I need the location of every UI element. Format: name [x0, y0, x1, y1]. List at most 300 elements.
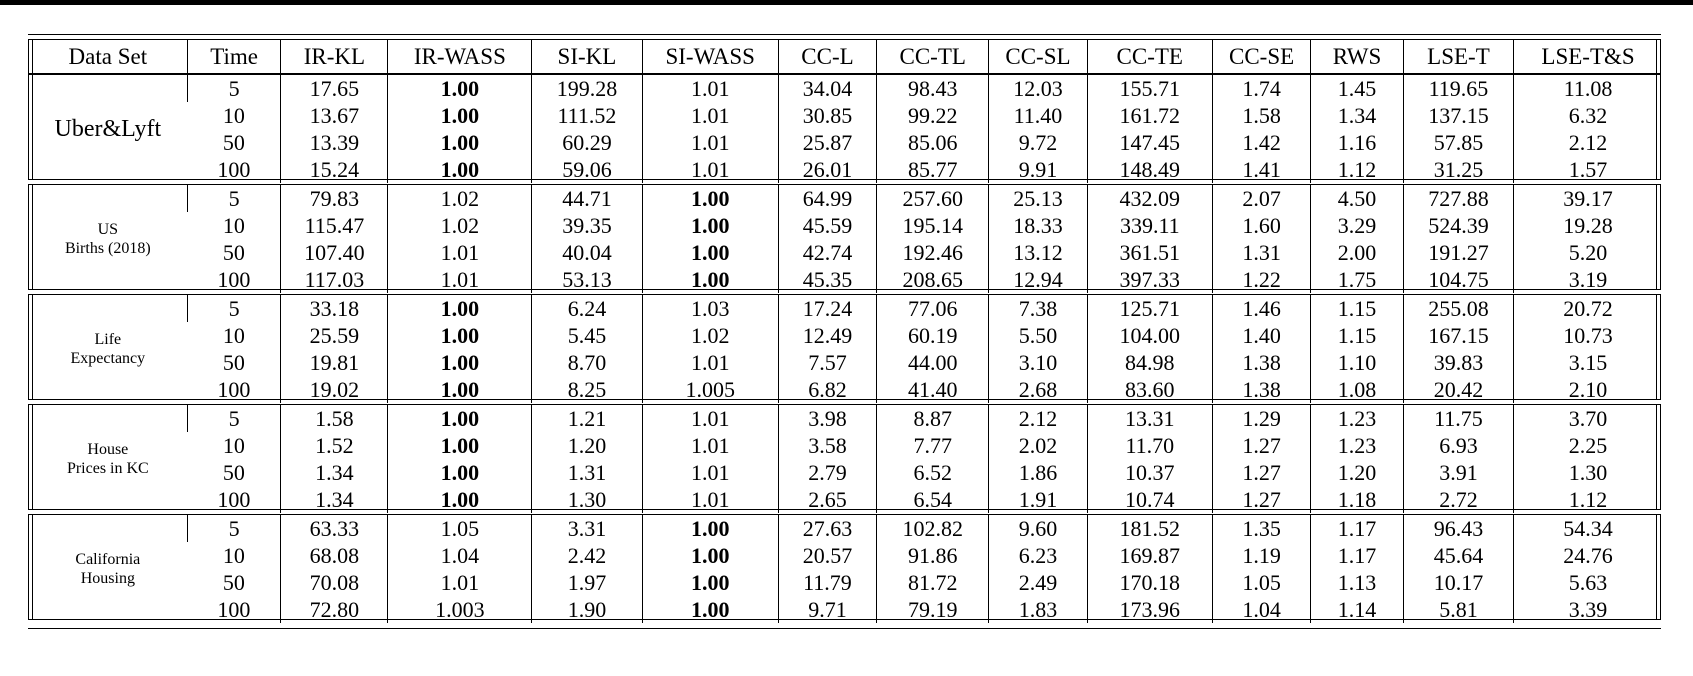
value-cell-si-wass: 1.005	[642, 376, 778, 403]
table-row	[29, 349, 1662, 376]
value-cell-cc-sl: 7.38	[989, 295, 1087, 322]
value-cell-cc-sl: 11.40	[989, 102, 1087, 129]
value-cell-ir-wass: 1.04	[388, 542, 532, 569]
dataset-name-line: California	[75, 551, 141, 568]
value-cell-cc-l: 45.35	[778, 266, 876, 293]
value-cell-si-kl: 5.45	[532, 322, 642, 349]
value-cell-ir-kl: 1.34	[281, 459, 388, 486]
value-cell-rws: 1.17	[1311, 542, 1404, 569]
value-cell-cc-tl: 99.22	[877, 102, 989, 129]
value-cell-lse-t: 119.65	[1403, 75, 1513, 102]
value-cell-ir-wass: 1.00	[388, 432, 532, 459]
value-cell-ir-wass: 1.00	[388, 102, 532, 129]
value-cell-cc-te: 155.71	[1087, 75, 1212, 102]
dataset-name-line: Housing	[80, 570, 135, 587]
value-cell-si-kl: 1.21	[532, 405, 642, 432]
value-cell-rws: 3.29	[1311, 212, 1404, 239]
value-cell-lse-t-s: 2.25	[1514, 432, 1662, 459]
value-cell-lse-t-s: 11.08	[1514, 75, 1662, 102]
value-cell-si-wass: 1.00	[642, 239, 778, 266]
dataset-name	[29, 185, 187, 293]
table-row	[29, 185, 1662, 212]
value-cell-rws: 4.50	[1311, 185, 1404, 212]
value-cell-cc-l: 20.57	[778, 542, 876, 569]
value-cell-si-kl: 111.52	[532, 102, 642, 129]
value-cell-ir-kl: 1.58	[281, 405, 388, 432]
value-cell-cc-te: 10.74	[1087, 486, 1212, 513]
value-cell-si-wass: 1.01	[642, 459, 778, 486]
value-cell-si-wass: 1.03	[642, 295, 778, 322]
time-cell: 100	[217, 377, 251, 402]
time-cell: 50	[222, 130, 245, 155]
value-cell-si-kl: 1.20	[532, 432, 642, 459]
value-cell-cc-tl: 208.65	[877, 266, 989, 293]
value-cell-cc-l: 6.82	[778, 376, 876, 403]
value-cell-cc-te: 147.45	[1087, 129, 1212, 156]
value-cell-cc-te: 161.72	[1087, 102, 1212, 129]
value-cell-lse-t: 3.91	[1403, 459, 1513, 486]
value-cell-si-wass: 1.01	[642, 129, 778, 156]
value-cell-lse-t-s: 19.28	[1514, 212, 1662, 239]
value-cell-cc-sl: 5.50	[989, 322, 1087, 349]
value-cell-cc-se: 1.58	[1213, 102, 1311, 129]
value-cell-lse-t-s: 39.17	[1514, 185, 1662, 212]
value-cell-ir-kl: 15.24	[281, 156, 388, 183]
column-header-ir-kl: IR-KL	[281, 40, 388, 73]
dataset-group-life-expectancy	[28, 294, 1661, 400]
value-cell-cc-l: 27.63	[778, 515, 876, 542]
value-cell-lse-t-s: 1.30	[1514, 459, 1662, 486]
table-row	[29, 459, 1662, 486]
value-cell-ir-wass: 1.05	[388, 515, 532, 542]
value-cell-lse-t: 5.81	[1403, 596, 1513, 623]
value-cell-cc-se: 1.38	[1213, 349, 1311, 376]
value-cell-rws: 1.23	[1311, 405, 1404, 432]
value-cell-cc-te: 11.70	[1087, 432, 1212, 459]
dataset-name-line: Uber&Lyft	[54, 116, 162, 142]
value-cell-cc-te: 13.31	[1087, 405, 1212, 432]
dataset-name	[29, 515, 187, 623]
value-cell-lse-t: 6.93	[1403, 432, 1513, 459]
value-cell-cc-se: 1.74	[1213, 75, 1311, 102]
value-cell-ir-wass: 1.00	[388, 295, 532, 322]
value-cell-cc-se: 1.38	[1213, 376, 1311, 403]
value-cell-si-wass: 1.01	[642, 405, 778, 432]
value-cell-rws: 1.15	[1311, 295, 1404, 322]
value-cell-si-wass: 1.00	[642, 542, 778, 569]
value-cell-ir-wass: 1.00	[388, 459, 532, 486]
value-cell-cc-te: 397.33	[1087, 266, 1212, 293]
time-cell: 5	[187, 515, 281, 542]
value-cell-cc-sl: 12.03	[989, 75, 1087, 102]
time-cell: 10	[222, 433, 245, 458]
value-cell-ir-wass: 1.00	[388, 376, 532, 403]
time-cell: 10	[222, 543, 245, 568]
value-cell-lse-t: 57.85	[1403, 129, 1513, 156]
value-cell-cc-tl: 8.87	[877, 405, 989, 432]
value-cell-lse-t-s: 24.76	[1514, 542, 1662, 569]
value-cell-cc-l: 45.59	[778, 212, 876, 239]
value-cell-ir-kl: 68.08	[281, 542, 388, 569]
value-cell-cc-se: 1.60	[1213, 212, 1311, 239]
value-cell-si-kl: 3.31	[532, 515, 642, 542]
value-cell-si-kl: 39.35	[532, 212, 642, 239]
time-cell: 100	[217, 157, 251, 182]
value-cell-ir-wass: 1.00	[388, 349, 532, 376]
time-cell: 10	[222, 103, 245, 128]
value-cell-cc-tl: 192.46	[877, 239, 989, 266]
value-cell-ir-kl: 70.08	[281, 569, 388, 596]
value-cell-lse-t: 727.88	[1403, 185, 1513, 212]
time-cell: 50	[222, 240, 245, 265]
value-cell-lse-t: 45.64	[1403, 542, 1513, 569]
value-cell-rws: 1.20	[1311, 459, 1404, 486]
table-row	[29, 239, 1662, 266]
value-cell-si-wass: 1.01	[642, 75, 778, 102]
value-cell-si-wass: 1.00	[642, 185, 778, 212]
value-cell-cc-sl: 9.60	[989, 515, 1087, 542]
value-cell-si-kl: 40.04	[532, 239, 642, 266]
value-cell-lse-t: 11.75	[1403, 405, 1513, 432]
value-cell-cc-l: 26.01	[778, 156, 876, 183]
value-cell-si-kl: 8.70	[532, 349, 642, 376]
value-cell-rws: 1.18	[1311, 486, 1404, 513]
dataset-name	[29, 295, 187, 403]
value-cell-ir-kl: 13.67	[281, 102, 388, 129]
value-cell-rws: 2.00	[1311, 239, 1404, 266]
value-cell-cc-te: 170.18	[1087, 569, 1212, 596]
value-cell-cc-l: 42.74	[778, 239, 876, 266]
header-row	[29, 40, 1662, 73]
value-cell-si-kl: 2.42	[532, 542, 642, 569]
value-cell-cc-te: 173.96	[1087, 596, 1212, 623]
time-cell: 50	[222, 460, 245, 485]
value-cell-cc-l: 25.87	[778, 129, 876, 156]
column-header-time: Time	[187, 40, 281, 73]
value-cell-cc-sl: 25.13	[989, 185, 1087, 212]
value-cell-cc-sl: 12.94	[989, 266, 1087, 293]
value-cell-rws: 1.17	[1311, 515, 1404, 542]
value-cell-cc-sl: 13.12	[989, 239, 1087, 266]
value-cell-ir-wass: 1.00	[388, 129, 532, 156]
value-cell-ir-kl: 13.39	[281, 129, 388, 156]
dataset-name	[29, 75, 187, 183]
value-cell-lse-t-s: 5.20	[1514, 239, 1662, 266]
value-cell-si-wass: 1.01	[642, 102, 778, 129]
value-cell-cc-tl: 7.77	[877, 432, 989, 459]
value-cell-ir-wass: 1.01	[388, 266, 532, 293]
value-cell-lse-t-s: 10.73	[1514, 322, 1662, 349]
column-header-cc-tl: CC-TL	[877, 40, 989, 73]
value-cell-lse-t-s: 2.10	[1514, 376, 1662, 403]
value-cell-ir-kl: 25.59	[281, 322, 388, 349]
value-cell-lse-t: 96.43	[1403, 515, 1513, 542]
value-cell-cc-tl: 98.43	[877, 75, 989, 102]
value-cell-ir-wass: 1.003	[388, 596, 532, 623]
column-header-si-wass: SI-WASS	[642, 40, 778, 73]
value-cell-cc-te: 84.98	[1087, 349, 1212, 376]
value-cell-ir-wass: 1.01	[388, 569, 532, 596]
table-row	[29, 569, 1662, 596]
dataset-name-line: Life	[94, 331, 122, 348]
value-cell-rws: 1.13	[1311, 569, 1404, 596]
value-cell-lse-t: 20.42	[1403, 376, 1513, 403]
value-cell-si-kl: 6.24	[532, 295, 642, 322]
table-row	[29, 129, 1662, 156]
value-cell-rws: 1.14	[1311, 596, 1404, 623]
value-cell-ir-wass: 1.00	[388, 405, 532, 432]
value-cell-ir-wass: 1.00	[388, 75, 532, 102]
dataset-name-line: Births (2018)	[64, 240, 151, 257]
value-cell-lse-t-s: 5.63	[1514, 569, 1662, 596]
value-cell-lse-t-s: 3.39	[1514, 596, 1662, 623]
time-cell: 5	[187, 295, 281, 322]
value-cell-cc-sl: 6.23	[989, 542, 1087, 569]
value-cell-cc-sl: 9.91	[989, 156, 1087, 183]
value-cell-cc-se: 2.07	[1213, 185, 1311, 212]
value-cell-si-kl: 1.90	[532, 596, 642, 623]
dataset-group-california-housing	[28, 514, 1661, 620]
value-cell-cc-sl: 2.49	[989, 569, 1087, 596]
time-cell: 100	[217, 597, 251, 622]
value-cell-cc-tl: 77.06	[877, 295, 989, 322]
value-cell-lse-t-s: 3.70	[1514, 405, 1662, 432]
value-cell-cc-te: 361.51	[1087, 239, 1212, 266]
value-cell-si-wass: 1.00	[642, 266, 778, 293]
value-cell-si-kl: 1.97	[532, 569, 642, 596]
column-header-cc-l: CC-L	[778, 40, 876, 73]
value-cell-si-wass: 1.00	[642, 596, 778, 623]
value-cell-ir-kl: 115.47	[281, 212, 388, 239]
value-cell-si-wass: 1.01	[642, 432, 778, 459]
value-cell-cc-se: 1.29	[1213, 405, 1311, 432]
column-header-lse-t: LSE-T	[1403, 40, 1513, 73]
value-cell-lse-t: 255.08	[1403, 295, 1513, 322]
dataset-group-house-prices-in-kc	[28, 404, 1661, 510]
dataset-name-line: House	[87, 441, 129, 458]
value-cell-rws: 1.34	[1311, 102, 1404, 129]
table-row	[29, 486, 1662, 513]
value-cell-lse-t-s: 1.57	[1514, 156, 1662, 183]
value-cell-cc-se: 1.04	[1213, 596, 1311, 623]
value-cell-cc-se: 1.35	[1213, 515, 1311, 542]
value-cell-cc-se: 1.27	[1213, 459, 1311, 486]
value-cell-cc-te: 104.00	[1087, 322, 1212, 349]
table-row	[29, 102, 1662, 129]
dataset-name	[29, 405, 187, 513]
value-cell-rws: 1.45	[1311, 75, 1404, 102]
value-cell-cc-l: 2.65	[778, 486, 876, 513]
value-cell-cc-tl: 91.86	[877, 542, 989, 569]
value-cell-ir-kl: 19.02	[281, 376, 388, 403]
table-row	[29, 75, 1662, 102]
value-cell-cc-sl: 1.83	[989, 596, 1087, 623]
dataset-name-line: US	[97, 221, 119, 238]
time-cell: 5	[187, 405, 281, 432]
value-cell-rws: 1.23	[1311, 432, 1404, 459]
value-cell-cc-sl: 1.86	[989, 459, 1087, 486]
value-cell-rws: 1.75	[1311, 266, 1404, 293]
dataset-name-line: Expectancy	[70, 350, 146, 367]
value-cell-cc-te: 10.37	[1087, 459, 1212, 486]
value-cell-si-wass: 1.00	[642, 212, 778, 239]
value-cell-cc-te: 169.87	[1087, 542, 1212, 569]
value-cell-cc-l: 17.24	[778, 295, 876, 322]
column-header-cc-se: CC-SE	[1213, 40, 1311, 73]
value-cell-cc-se: 1.05	[1213, 569, 1311, 596]
dataset-name-line: Prices in KC	[66, 460, 149, 477]
value-cell-cc-l: 9.71	[778, 596, 876, 623]
value-cell-cc-tl: 85.06	[877, 129, 989, 156]
top-rule	[0, 0, 1693, 5]
value-cell-ir-wass: 1.02	[388, 185, 532, 212]
value-cell-cc-tl: 79.19	[877, 596, 989, 623]
time-cell: 10	[222, 213, 245, 238]
column-header-si-kl: SI-KL	[532, 40, 642, 73]
value-cell-cc-l: 7.57	[778, 349, 876, 376]
value-cell-cc-se: 1.40	[1213, 322, 1311, 349]
table-row	[29, 515, 1662, 542]
value-cell-cc-te: 125.71	[1087, 295, 1212, 322]
time-cell: 50	[222, 350, 245, 375]
value-cell-cc-tl: 6.54	[877, 486, 989, 513]
dataset-group-us-births-2018	[28, 184, 1661, 290]
value-cell-si-wass: 1.01	[642, 349, 778, 376]
value-cell-cc-tl: 60.19	[877, 322, 989, 349]
value-cell-ir-kl: 1.52	[281, 432, 388, 459]
value-cell-cc-l: 34.04	[778, 75, 876, 102]
value-cell-ir-kl: 17.65	[281, 75, 388, 102]
value-cell-lse-t: 31.25	[1403, 156, 1513, 183]
value-cell-cc-l: 3.98	[778, 405, 876, 432]
column-header-data-set: Data Set	[68, 43, 148, 69]
value-cell-cc-tl: 81.72	[877, 569, 989, 596]
column-header-ir-wass: IR-WASS	[388, 40, 532, 73]
value-cell-rws: 1.12	[1311, 156, 1404, 183]
value-cell-cc-sl: 1.91	[989, 486, 1087, 513]
value-cell-cc-l: 11.79	[778, 569, 876, 596]
value-cell-cc-tl: 6.52	[877, 459, 989, 486]
value-cell-ir-kl: 79.83	[281, 185, 388, 212]
value-cell-lse-t-s: 3.15	[1514, 349, 1662, 376]
value-cell-cc-sl: 2.02	[989, 432, 1087, 459]
value-cell-cc-sl: 9.72	[989, 129, 1087, 156]
table-row	[29, 212, 1662, 239]
value-cell-cc-se: 1.27	[1213, 432, 1311, 459]
value-cell-ir-kl: 117.03	[281, 266, 388, 293]
time-cell: 10	[222, 323, 245, 348]
value-cell-cc-l: 30.85	[778, 102, 876, 129]
table-row	[29, 376, 1662, 403]
time-cell: 100	[217, 267, 251, 292]
value-cell-cc-tl: 195.14	[877, 212, 989, 239]
value-cell-si-kl: 1.31	[532, 459, 642, 486]
value-cell-si-kl: 1.30	[532, 486, 642, 513]
value-cell-cc-se: 1.31	[1213, 239, 1311, 266]
column-header-cc-te: CC-TE	[1087, 40, 1212, 73]
value-cell-ir-kl: 19.81	[281, 349, 388, 376]
value-cell-ir-wass: 1.00	[388, 322, 532, 349]
value-cell-si-kl: 199.28	[532, 75, 642, 102]
value-cell-cc-se: 1.41	[1213, 156, 1311, 183]
table-row	[29, 322, 1662, 349]
value-cell-cc-se: 1.42	[1213, 129, 1311, 156]
table-row	[29, 156, 1662, 183]
value-cell-cc-sl: 2.12	[989, 405, 1087, 432]
value-cell-cc-sl: 18.33	[989, 212, 1087, 239]
value-cell-si-wass: 1.02	[642, 322, 778, 349]
value-cell-cc-se: 1.19	[1213, 542, 1311, 569]
value-cell-rws: 1.08	[1311, 376, 1404, 403]
value-cell-cc-l: 3.58	[778, 432, 876, 459]
value-cell-ir-kl: 1.34	[281, 486, 388, 513]
table-top-rule	[28, 34, 1661, 35]
value-cell-rws: 1.15	[1311, 322, 1404, 349]
value-cell-ir-kl: 72.80	[281, 596, 388, 623]
table-row	[29, 596, 1662, 623]
value-cell-cc-tl: 41.40	[877, 376, 989, 403]
value-cell-cc-sl: 2.68	[989, 376, 1087, 403]
column-header-lse-t-s: LSE-T&S	[1514, 40, 1662, 73]
value-cell-cc-tl: 102.82	[877, 515, 989, 542]
value-cell-si-wass: 1.00	[642, 515, 778, 542]
value-cell-cc-se: 1.46	[1213, 295, 1311, 322]
column-header-rws: RWS	[1311, 40, 1404, 73]
value-cell-cc-l: 64.99	[778, 185, 876, 212]
table-row	[29, 295, 1662, 322]
value-cell-ir-wass: 1.00	[388, 486, 532, 513]
value-cell-rws: 1.10	[1311, 349, 1404, 376]
header-row-box	[28, 39, 1661, 74]
value-cell-lse-t: 2.72	[1403, 486, 1513, 513]
value-cell-lse-t: 39.83	[1403, 349, 1513, 376]
dataset-group-uber-lyft	[28, 74, 1661, 180]
value-cell-si-wass: 1.01	[642, 156, 778, 183]
value-cell-cc-l: 12.49	[778, 322, 876, 349]
value-cell-si-kl: 8.25	[532, 376, 642, 403]
table-row	[29, 405, 1662, 432]
value-cell-ir-wass: 1.01	[388, 239, 532, 266]
value-cell-ir-kl: 63.33	[281, 515, 388, 542]
value-cell-ir-wass: 1.02	[388, 212, 532, 239]
value-cell-ir-kl: 33.18	[281, 295, 388, 322]
value-cell-cc-se: 1.22	[1213, 266, 1311, 293]
value-cell-lse-t-s: 2.12	[1514, 129, 1662, 156]
value-cell-lse-t-s: 1.12	[1514, 486, 1662, 513]
value-cell-lse-t: 167.15	[1403, 322, 1513, 349]
value-cell-si-kl: 60.29	[532, 129, 642, 156]
value-cell-lse-t: 524.39	[1403, 212, 1513, 239]
table-row	[29, 542, 1662, 569]
value-cell-cc-te: 181.52	[1087, 515, 1212, 542]
value-cell-si-kl: 44.71	[532, 185, 642, 212]
table-row	[29, 432, 1662, 459]
value-cell-cc-te: 432.09	[1087, 185, 1212, 212]
value-cell-cc-te: 83.60	[1087, 376, 1212, 403]
time-cell: 5	[187, 75, 281, 102]
value-cell-cc-tl: 44.00	[877, 349, 989, 376]
value-cell-cc-te: 148.49	[1087, 156, 1212, 183]
value-cell-si-wass: 1.00	[642, 569, 778, 596]
value-cell-rws: 1.16	[1311, 129, 1404, 156]
table-row	[29, 266, 1662, 293]
value-cell-cc-tl: 257.60	[877, 185, 989, 212]
value-cell-cc-se: 1.27	[1213, 486, 1311, 513]
value-cell-si-kl: 59.06	[532, 156, 642, 183]
value-cell-cc-l: 2.79	[778, 459, 876, 486]
value-cell-ir-wass: 1.00	[388, 156, 532, 183]
table-bottom-rule	[28, 628, 1661, 629]
